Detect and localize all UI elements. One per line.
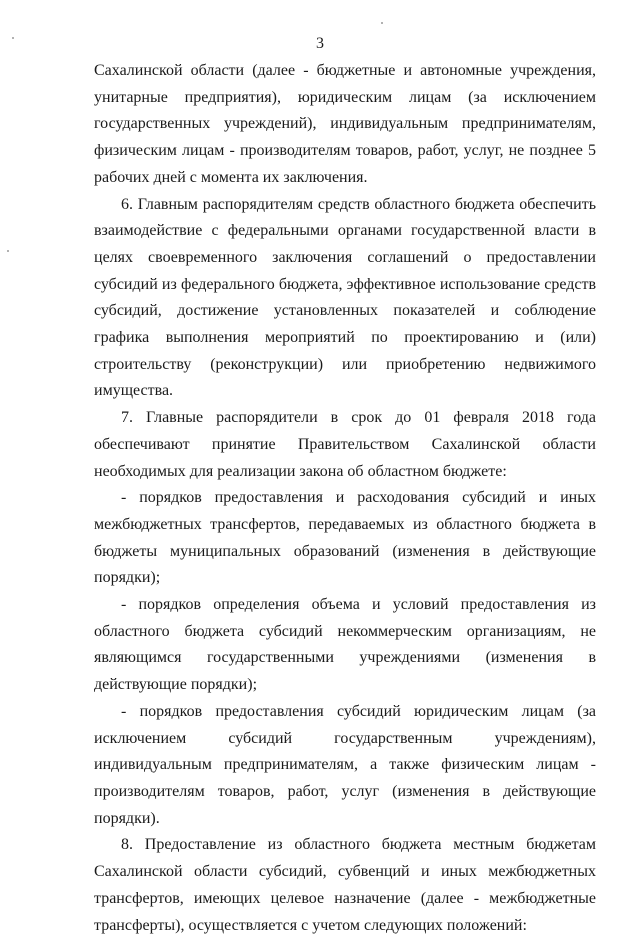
scan-speck bbox=[7, 250, 9, 252]
paragraph-item-7: 7. Главные распорядители в срок до 01 февраля 2018 года обеспечивают принятие Правительством Сахалинской области необходимых для реализации закона об областном бюджете: bbox=[94, 409, 596, 480]
paragraph-item-7-dash-2: - порядков определения объема и условий предоставления из областного бюджета субсидий некоммерческим организациям, не являющимся государственными учреждениями (изменения в действующие порядки); bbox=[94, 596, 596, 694]
paragraph-item-8: 8. Предоставление из областного бюджета местным бюджетам Сахалинской области субсидий, субвенций и иных межбюджетных трансфертов, имеющих целевое назначение (далее - межбюджетные трансферты), осуществляется с учетом следующих положений: bbox=[94, 836, 596, 934]
paragraph-item-7-dash-3: - порядков предоставления субсидий юридическим лицам (за исключением субсидий государственным учреждениям), индивидуальным предпринимателям, а также физическим лицам - производителям товаров, работ, услуг (изменения в действующие порядки). bbox=[94, 702, 596, 827]
scan-speck bbox=[381, 22, 383, 24]
body-text bbox=[94, 58, 596, 939]
scan-speck bbox=[12, 37, 14, 39]
paragraph-item-7-dash-1: - порядков предоставления и расходования субсидий и иных межбюджетных трансфертов, передаваемых из областного бюджета в бюджеты муниципальных образований (изменения в действующие порядки); bbox=[94, 489, 596, 587]
paragraph-continuation: Сахалинской области (далее - бюджетные и автономные учреждения, унитарные предприятия), юридическим лицам (за исключением государственных учреждений), индивидуальным предпринимателям, физическим лицам - производителям товаров, работ, услуг, не позднее 5 рабочих дней с момента их заключения. bbox=[94, 62, 596, 186]
paragraph-item-6: 6. Главным распорядителям средств областного бюджета обеспечить взаимодействие с федеральными органами государственной власти в целях своевременного заключения соглашений о предоставлении субсидий из федерального бюджета, эффективное использование средств субсидий, достижение установленных показателей и соблюдение графика выполнения мероприятий по проектированию и (или) строительству (реконструкции) или приобретению недвижимого имущества. bbox=[94, 195, 596, 400]
page-number: 3 bbox=[316, 35, 324, 52]
